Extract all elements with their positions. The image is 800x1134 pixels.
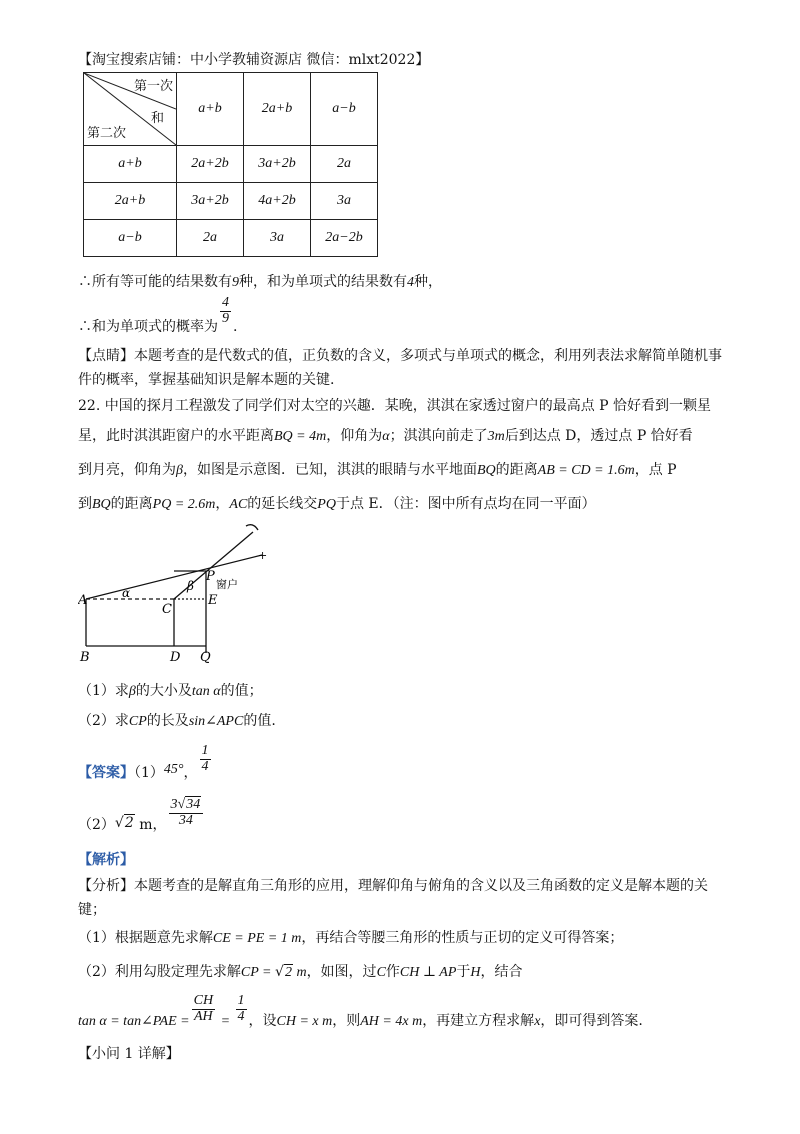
probability-fraction: $\frac{4}{9}$ — [222, 295, 229, 326]
label-alpha: α — [122, 586, 131, 600]
comment-line-2: 件的概率，掌握基础知识是解本题的关键. — [78, 372, 335, 388]
question-1: （1）求β的大小及tan α的值； — [78, 683, 263, 699]
analysis-line-2: 键； — [78, 902, 106, 918]
answer-part-1: 【答案】（1）45°， $\frac{1}{4}$ — [78, 743, 209, 782]
result-table — [83, 72, 378, 257]
table-cell: 2a+2b — [177, 146, 244, 183]
table-cell: 3a — [311, 183, 378, 220]
col-header: a−b — [311, 73, 378, 146]
arrow-tip: + — [258, 549, 268, 562]
label-q: Q — [200, 650, 211, 665]
tan-fraction-value: $\frac{1}{4}$ — [237, 993, 245, 1024]
table-corner-cell — [84, 73, 177, 146]
label-e: E — [208, 593, 218, 608]
table-cell: 2a−2b — [311, 220, 378, 257]
analysis-tan-line: tan α = tan∠PAE = $\frac{CH}{AH}$ = $\frac{1}{4}$ ，设CH = x m，则AH = 4x m，再建立方程求解x，即可得到答案. — [78, 993, 643, 1030]
corner-label-first: 第一次 — [133, 79, 173, 94]
answer-part-2: （2）√2 m， $\frac{3√34}{34}$ — [78, 798, 205, 828]
label-window: 窗户 — [216, 578, 238, 591]
corner-label-second: 第二次 — [87, 126, 127, 141]
header-note: 【淘宝搜索店铺：中小学教辅资源店 微信：mlxt2022】 — [78, 52, 430, 68]
label-b: B — [80, 650, 90, 665]
sight-line-moon — [174, 532, 253, 599]
tan-fraction: $\frac{CH}{AH}$ — [193, 993, 214, 1024]
table-row — [84, 220, 378, 257]
problem-line-4: 到BQ的距离PQ = 2.6m，AC的延长线交PQ于点 E．（注：图中所有点均在同一平面） — [78, 496, 596, 512]
geometry-figure — [78, 518, 278, 668]
problem-line-2: 星，此时淇淇距窗户的水平距离BQ = 4m，仰角为α；淇淇向前走了3m后到达点 D，透过点 P 恰好看 — [78, 428, 693, 444]
analysis-label: 【解析】 — [78, 852, 134, 868]
conclusion-probability: ∴和为单项式的概率为 $\frac{4}{9}$ . — [78, 295, 238, 336]
table-cell: 3a+2b — [177, 183, 244, 220]
label-d: D — [170, 650, 181, 665]
row-header: a+b — [84, 146, 177, 183]
table-cell: 2a — [311, 146, 378, 183]
comment-line-1: 【点睛】本题考查的是代数式的值，正负数的含义，多项式与单项式的概念，利用列表法求解简单随机事 — [78, 348, 722, 364]
subquestion-label: 【小问 1 详解】 — [78, 1046, 180, 1062]
question-2: （2）求CP的长及sin∠APC的值. — [78, 713, 276, 729]
sight-line-star — [86, 555, 262, 599]
table-row — [84, 183, 378, 220]
moon-arc — [246, 525, 258, 530]
label-p: P — [206, 569, 215, 584]
label-c: C — [162, 602, 172, 617]
problem-line-1: 22. 中国的探月工程激发了同学们对太空的兴趣．某晚，淇淇在家透过窗户的最高点 P 恰好看到一颗星 — [78, 398, 712, 414]
answer-fraction-1: $\frac{1}{4}$ — [201, 743, 209, 774]
conclusion-count: ∴所有等可能的结果数有9种，和为单项式的结果数有4种， — [78, 274, 442, 290]
table-row — [84, 146, 378, 183]
row-header: 2a+b — [84, 183, 177, 220]
col-header: a+b — [177, 73, 244, 146]
analysis-step-2: （2）利用勾股定理先求解CP = √2 m，如图，过C作CH ⊥ AP于H，结合 — [78, 964, 523, 980]
label-beta: β — [187, 579, 194, 593]
analysis-step-1: （1）根据题意先求解CE = PE = 1 m，再结合等腰三角形的性质与正切的定义可得答案； — [78, 930, 624, 946]
corner-label-sum: 和 — [150, 111, 164, 126]
table-cell: 4a+2b — [244, 183, 311, 220]
answer-fraction-2: $\frac{3√34}{34}$ — [169, 798, 204, 828]
analysis-line-1: 【分析】本题考查的是解直角三角形的应用，理解仰角与俯角的含义以及三角函数的定义是解本题的关 — [78, 878, 708, 894]
row-header: a−b — [84, 220, 177, 257]
table-cell: 3a — [244, 220, 311, 257]
table-cell: 2a — [177, 220, 244, 257]
label-a: A — [78, 593, 88, 608]
col-header: 2a+b — [244, 73, 311, 146]
table-cell: 3a+2b — [244, 146, 311, 183]
problem-line-3: 到月亮，仰角为β，如图是示意图．已知，淇淇的眼睛与水平地面BQ的距离AB = CD = 1.6m，点 P — [78, 462, 677, 478]
